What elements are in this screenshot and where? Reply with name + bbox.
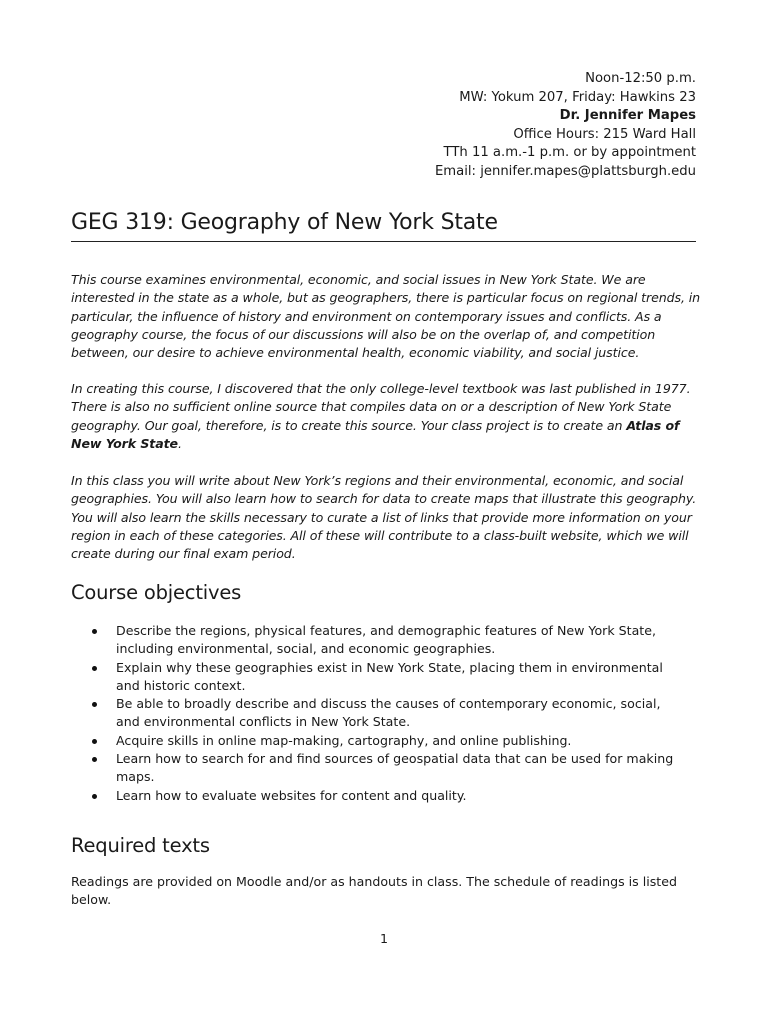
objective-text: Acquire skills in online map-making, cartography, and online publishing. (116, 732, 572, 748)
required-texts-heading: Required texts (71, 834, 210, 857)
class-location: MW: Yokum 207, Friday: Hawkins 23 (459, 89, 696, 105)
objective-text: Learn how to evaluate websites for content and quality. (116, 787, 467, 803)
objective-text: Be able to broadly describe and discuss the causes of contemporary economic, social, and environmental conflicts in New York State. (116, 696, 661, 730)
page-number: 1 (379, 931, 388, 946)
atlas-title: Atlas of New York State (71, 417, 680, 451)
instructor-name: Dr. Jennifer Mapes (559, 108, 696, 123)
objective-text: Learn how to search for and find sources of geospatial data that can be used for making maps. (116, 751, 674, 785)
bullet-icon (92, 629, 97, 634)
bullet-icon (92, 739, 97, 744)
list-item (88, 750, 688, 787)
bullet-icon (92, 702, 97, 707)
bullet-icon (92, 794, 97, 799)
objectives-heading: Course objectives (71, 581, 242, 604)
office-location: Office Hours: 215 Ward Hall (513, 126, 696, 142)
objective-text: Explain why these geographies exist in New York State, placing them in environmental and historic context. (116, 659, 663, 693)
course-info-header (435, 70, 696, 181)
readings-paragraph: Readings are provided on Moodle and/or as handouts in class. The schedule of readings is listed below. (71, 874, 677, 908)
objective-text: Describe the regions, physical features, and demographic features of New York State, including environmental, social, and economic geographies. (116, 623, 656, 657)
intro-paragraph-2-end: . (177, 435, 182, 451)
intro-paragraph-1: This course examines environmental, economic, and social issues in New York State. We are interested in the state as a whole, but as geographers, there is particular focus on regional trends, in particular, the influence of history and environment on contemporary issues and conflicts. As a geography course, the focus of our discussions will also be on the overlap of, and competition between, our desire to achieve environmental health, economic viability, and social justice. (71, 272, 701, 361)
list-item (88, 732, 688, 750)
class-time: Noon-12:50 p.m. (585, 71, 696, 86)
instructor-email: Email: jennifer.mapes@plattsburgh.edu (434, 163, 696, 179)
intro-paragraph-3: In this class you will write about New York’s regions and their environmental, economic, and social geographies. You will also learn how to search for data to create maps that illustrate this geography. You will also learn the skills necessary to curate a list of links that provide more information on your region in each of these categories. All of these will contribute to a class-built website, which we will create during our final exam period. (71, 473, 697, 562)
office-hours: TTh 11 a.m.-1 p.m. or by appointment (443, 145, 696, 160)
intro-paragraph-2-text: In creating this course, I discovered that the only college-level textbook was last published in 1977. There is also no sufficient online source that compiles data on or a description of New York State geography. Our goal, therefore, is to create this source. Your class project is to create an (71, 381, 691, 433)
course-title: GEG 319: Geography of New York State (71, 208, 696, 242)
list-item (88, 787, 688, 805)
bullet-icon (92, 757, 97, 762)
bullet-icon (92, 666, 97, 671)
list-item (88, 695, 688, 732)
list-item (88, 622, 688, 659)
intro-paragraph-2 (71, 380, 701, 453)
objectives-list (88, 622, 688, 805)
list-item (88, 659, 688, 696)
